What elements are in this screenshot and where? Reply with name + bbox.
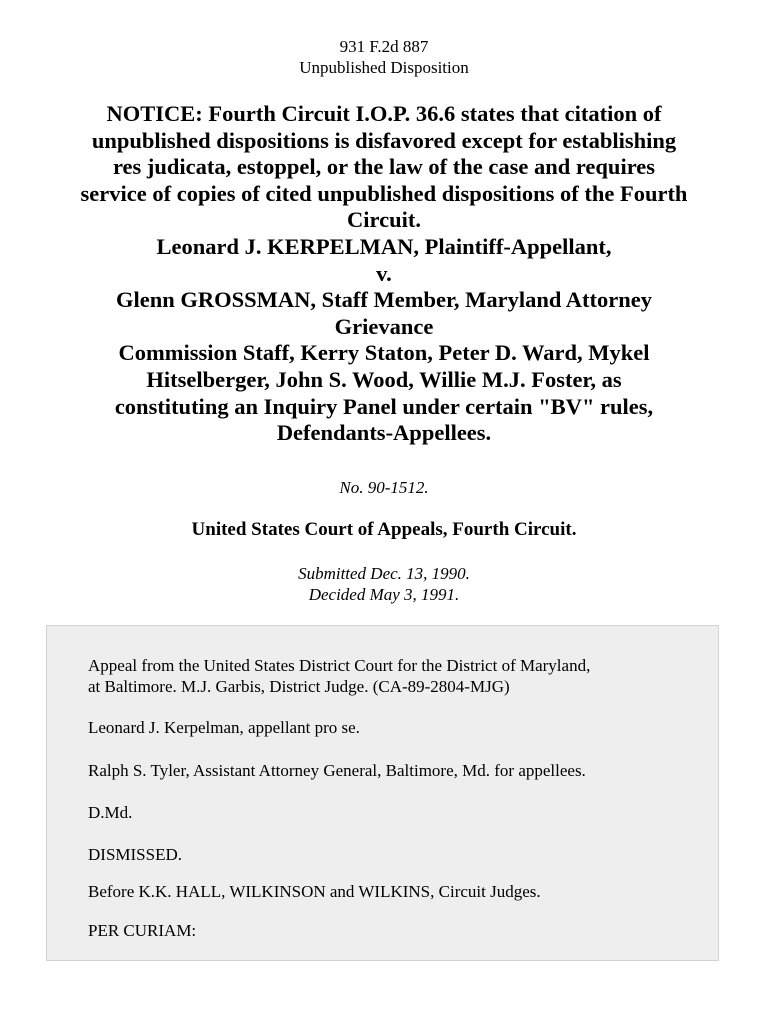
appellee-counsel: Ralph S. Tyler, Assistant Attorney General, Baltimore, Md. for appellees. — [88, 761, 586, 780]
reporter-citation: 931 F.2d 887 — [339, 37, 429, 56]
court-name: United States Court of Appeals, Fourth Circuit. — [191, 519, 577, 540]
defendant-line: constituting an Inquiry Panel under certain "BV" rules, — [114, 393, 654, 419]
case-caption — [40, 101, 728, 447]
decided-date: Decided May 3, 1991. — [308, 585, 460, 604]
appeal-info — [88, 655, 688, 697]
case-summary-box — [46, 625, 719, 961]
per-curiam-label: PER CURIAM: — [88, 921, 197, 940]
notice-line: service of copies of cited unpublished dispositions of the Fourth — [80, 180, 688, 206]
disposition-label: Unpublished Disposition — [299, 58, 469, 77]
defendant-line: Defendants-Appellees. — [276, 420, 492, 446]
defendant-line: Grievance — [334, 313, 434, 339]
appellant-counsel: Leonard J. Kerpelman, appellant pro se. — [88, 718, 360, 737]
disposition-result: DISMISSED. — [88, 845, 182, 864]
panel-judges: Before K.K. HALL, WILKINSON and WILKINS, Circuit Judges. — [88, 882, 541, 901]
appeal-line: Appeal from the United States District Court for the District of Maryland, — [88, 656, 591, 675]
citation-header — [0, 36, 768, 78]
docket-number: No. 90-1512. — [339, 478, 429, 497]
defendant-line: Hitselberger, John S. Wood, Willie M.J. Foster, as — [146, 366, 622, 392]
district-code: D.Md. — [88, 803, 133, 822]
defendant-line: Glenn GROSSMAN, Staff Member, Maryland Attorney — [115, 287, 652, 313]
versus-line: v. — [376, 260, 392, 286]
appeal-line: at Baltimore. M.J. Garbis, District Judge. (CA-89-2804-MJG) — [88, 677, 510, 696]
defendant-line: Commission Staff, Kerry Staton, Peter D. Ward, Mykel — [118, 340, 650, 366]
decision-dates — [0, 563, 768, 605]
plaintiff-line: Leonard J. KERPELMAN, Plaintiff-Appellant, — [156, 233, 612, 259]
notice-line: res judicata, estoppel, or the law of the case and requires — [112, 154, 656, 180]
notice-line: Circuit. — [347, 207, 421, 233]
submitted-date: Submitted Dec. 13, 1990. — [298, 564, 470, 583]
notice-line: unpublished dispositions is disfavored except for establishing — [91, 127, 677, 153]
notice-line: NOTICE: Fourth Circuit I.O.P. 36.6 states that citation of — [106, 101, 662, 126]
